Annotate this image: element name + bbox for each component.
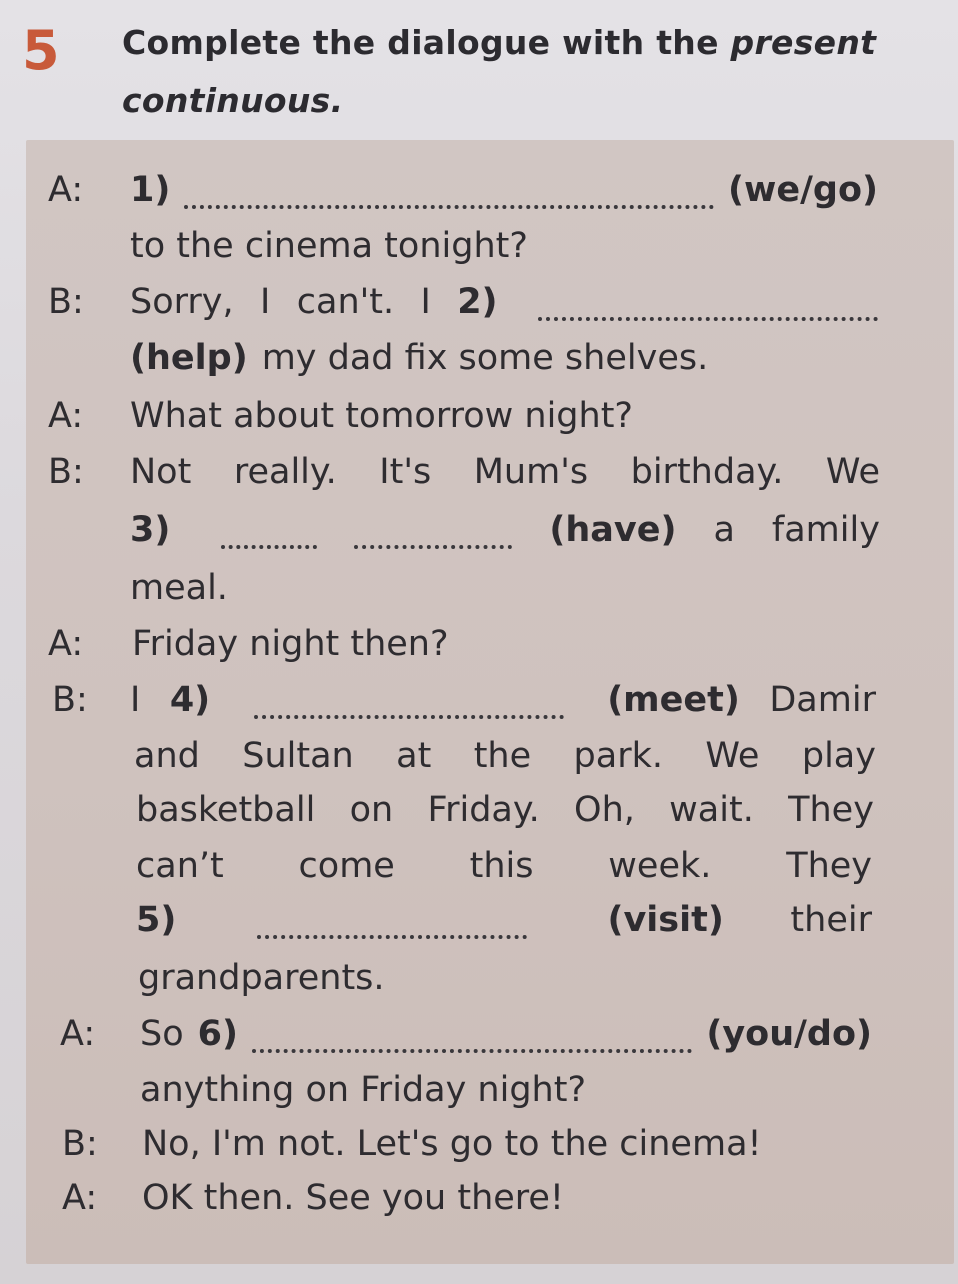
dialogue-word: Friday. bbox=[427, 790, 540, 830]
dialogue-word: I bbox=[260, 282, 271, 322]
dialogue-line-17 bbox=[0, 1062, 958, 1118]
dialogue-text: OK then. See you there! bbox=[142, 1178, 564, 1218]
dialogue-word: So bbox=[140, 1014, 184, 1054]
dialogue-word: Sultan bbox=[242, 736, 354, 776]
dialogue-text: grandparents. bbox=[138, 958, 385, 998]
dialogue-line-8 bbox=[0, 560, 958, 616]
dialogue-line-9 bbox=[0, 616, 958, 672]
verb-hint: (you/do) bbox=[706, 1014, 872, 1054]
speaker-label: A: bbox=[48, 170, 84, 210]
gap-number: 4) bbox=[169, 680, 211, 720]
speaker-label: A: bbox=[62, 1178, 98, 1218]
answer-blank-3a[interactable] bbox=[221, 541, 317, 549]
dialogue-word: can’t bbox=[136, 846, 224, 886]
dialogue-word: their bbox=[790, 900, 872, 940]
dialogue-word: family bbox=[771, 510, 880, 550]
dialogue-word: and bbox=[134, 736, 200, 776]
instruction-emphasis-2: continuous. bbox=[122, 81, 344, 120]
dialogue-text: No, I'm not. Let's go to the cinema! bbox=[142, 1124, 762, 1164]
dialogue-word: come bbox=[298, 846, 395, 886]
dialogue-text: meal. bbox=[130, 568, 228, 608]
speaker-label: B: bbox=[48, 452, 84, 492]
dialogue-line-18 bbox=[0, 1116, 958, 1172]
dialogue-line-4 bbox=[0, 330, 958, 386]
answer-blank-6[interactable] bbox=[252, 1045, 692, 1053]
dialogue-word: I bbox=[130, 680, 141, 720]
dialogue-line-6 bbox=[0, 444, 958, 500]
dialogue-word: birthday. bbox=[630, 452, 784, 492]
dialogue-word: at bbox=[396, 736, 432, 776]
dialogue-text: What about tomorrow night? bbox=[130, 396, 634, 436]
speaker-label: B: bbox=[62, 1124, 98, 1164]
dialogue-line-10 bbox=[0, 672, 958, 728]
dialogue-text: to the cinema tonight? bbox=[130, 226, 528, 266]
speaker-label: B: bbox=[52, 680, 88, 720]
answer-blank-5[interactable] bbox=[257, 931, 527, 939]
dialogue-text: my dad fix some shelves. bbox=[261, 338, 709, 378]
dialogue-word: I bbox=[420, 282, 431, 322]
dialogue-text: anything on Friday night? bbox=[140, 1070, 587, 1110]
dialogue-word: They bbox=[786, 846, 872, 886]
dialogue-word: park. bbox=[573, 736, 663, 776]
dialogue-word: Oh, bbox=[574, 790, 635, 830]
dialogue-word: We bbox=[705, 736, 760, 776]
dialogue-word: They bbox=[788, 790, 874, 830]
dialogue-line-1 bbox=[0, 162, 958, 218]
dialogue-line-15 bbox=[0, 950, 958, 1006]
dialogue-word: We bbox=[825, 452, 880, 492]
dialogue-word: the bbox=[473, 736, 532, 776]
verb-hint: (have) bbox=[549, 510, 677, 550]
answer-blank-4[interactable] bbox=[254, 711, 564, 719]
dialogue-line-13 bbox=[0, 838, 958, 894]
gap-number: 2) bbox=[457, 282, 498, 322]
dialogue-text: Friday night then? bbox=[132, 624, 449, 664]
verb-hint: (visit) bbox=[607, 900, 724, 940]
speaker-label: A: bbox=[60, 1014, 96, 1054]
gap-number: 3) bbox=[130, 510, 171, 550]
dialogue-word: play bbox=[801, 736, 876, 776]
gap-number: 1) bbox=[130, 170, 171, 210]
verb-hint: (meet) bbox=[607, 680, 740, 720]
dialogue-word: can't. bbox=[296, 282, 395, 322]
dialogue-line-5 bbox=[0, 388, 958, 444]
dialogue-word: Damir bbox=[769, 680, 876, 720]
dialogue-word: a bbox=[713, 510, 735, 550]
dialogue-word: Mum's bbox=[473, 452, 589, 492]
dialogue-word: really. bbox=[233, 452, 337, 492]
dialogue-line-12 bbox=[0, 782, 958, 838]
dialogue-word: It's bbox=[379, 452, 432, 492]
dialogue-line-7 bbox=[0, 502, 958, 558]
dialogue-word: Sorry, bbox=[130, 282, 234, 322]
answer-blank-2[interactable] bbox=[538, 313, 878, 321]
dialogue-line-16 bbox=[0, 1006, 958, 1062]
instruction-emphasis: present bbox=[730, 23, 877, 62]
dialogue-word: basketball bbox=[136, 790, 316, 830]
gap-number: 5) bbox=[136, 900, 177, 940]
verb-hint: (help) bbox=[130, 338, 248, 378]
dialogue-word: Not bbox=[130, 452, 192, 492]
dialogue-line-19 bbox=[0, 1170, 958, 1226]
dialogue-line-14 bbox=[0, 892, 958, 948]
dialogue-word: on bbox=[349, 790, 394, 830]
answer-blank-3b[interactable] bbox=[354, 541, 512, 549]
gap-number: 6) bbox=[197, 1014, 238, 1054]
speaker-label: A: bbox=[48, 624, 84, 664]
dialogue-line-3 bbox=[0, 274, 958, 330]
dialogue-word: wait. bbox=[669, 790, 754, 830]
instruction-text: Complete the dialogue with the bbox=[122, 23, 731, 62]
dialogue-word: week. bbox=[608, 846, 712, 886]
speaker-label: B: bbox=[48, 282, 84, 322]
speaker-label: A: bbox=[48, 396, 84, 436]
dialogue-line-2 bbox=[0, 218, 958, 274]
dialogue-line-11 bbox=[0, 728, 958, 784]
verb-hint: (we/go) bbox=[728, 170, 878, 210]
exercise-instruction bbox=[122, 14, 922, 130]
exercise-number: 5 bbox=[22, 19, 60, 82]
dialogue-word: this bbox=[469, 846, 534, 886]
answer-blank-1[interactable] bbox=[184, 201, 714, 209]
